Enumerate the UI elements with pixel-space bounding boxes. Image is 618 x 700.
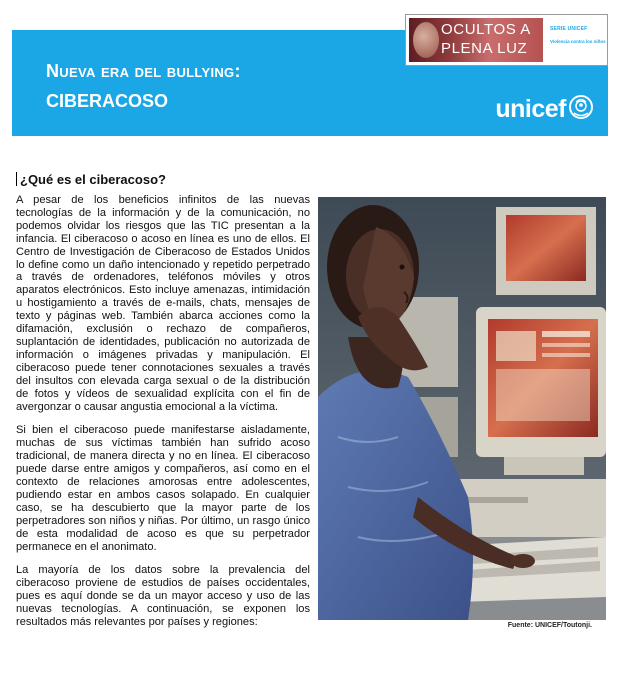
series-artwork	[409, 18, 543, 62]
unicef-logo-text: unicef	[495, 95, 566, 123]
title-line-2: CIBERACOSO	[46, 91, 169, 111]
series-title-line-2: PLENA LUZ	[441, 40, 528, 57]
series-badge	[405, 14, 608, 66]
title-line-1: Nueva era del bullying:	[46, 61, 241, 81]
heading-bar	[16, 172, 17, 186]
series-title-line-1: OCULTOS A	[441, 21, 531, 38]
photo-student-computer	[318, 197, 606, 620]
paragraph-1: A pesar de los beneficios infinitos de las nuevas tecnologías de la información y de la comunicación, no podemos olvidar los riesgos que las TIC presentan a la infancia. El ciberacoso o acoso en línea es uno de ellos. El Centro de Investigación de Ciberacoso de Estados Unidos lo define como un daño intencionado y repetido perpetrado a través de ordenadores, teléfonos móviles y otros aparatos electrónicos. Esto incluye amenazas, intimidación u hostigamiento a través de e-mails, chats, mensajes de texto y páginas web. También abarca acciones como la difamación, exclusión o rechazo de compañeros, suplantación de identidades, publicación no autorizada de información o imágenes privadas y manipulación. El ciberacoso puede tener connotaciones sexuales a través del insultos con elevada carga sexual o de la distribución de fotos y vídeos de sexualidad explícita con el fin de avergonzar o causar angustia emocional a la víctima.	[16, 194, 310, 413]
series-subtitle: Violencia contra los niños	[550, 39, 606, 44]
series-label: SERIE UNICEF	[550, 26, 588, 32]
paragraph-3: La mayoría de los datos sobre la prevalencia del ciberacoso proviene de estudios de países occidentales, pues es aquí donde se da un mayor acceso y uso de las nuevas tecnologías. A continuación, se exponen los resultados más relevantes por países y regiones:	[16, 564, 310, 629]
series-title	[441, 20, 531, 58]
body-text	[16, 194, 310, 640]
section-heading-text: ¿Qué es el ciberacoso?	[20, 172, 166, 187]
section-heading	[16, 172, 166, 187]
face-image	[413, 22, 439, 58]
page-title	[46, 56, 241, 116]
unicef-globe-icon	[568, 94, 594, 125]
paragraph-2: Si bien el ciberacoso puede manifestarse aisladamente, muchas de sus víctimas también han sufrido acoso tradicional, de manera directa y no en línea. El ciberacoso puede darse entre amigos y compañeros, así como en el contexto de relaciones amorosas entre adolescentes, pudiendo estar en ambos casos solapado. En cualquier caso, se ha descubierto que la mayor parte de los perpetradores son niños y niñas. Por último, un rasgo único de esta modalidad de acoso es que su perpetrador permanece en el anonimato.	[16, 424, 310, 553]
photo-caption: Fuente: UNICEF/Toutonji.	[507, 622, 592, 629]
unicef-logo	[495, 94, 594, 125]
